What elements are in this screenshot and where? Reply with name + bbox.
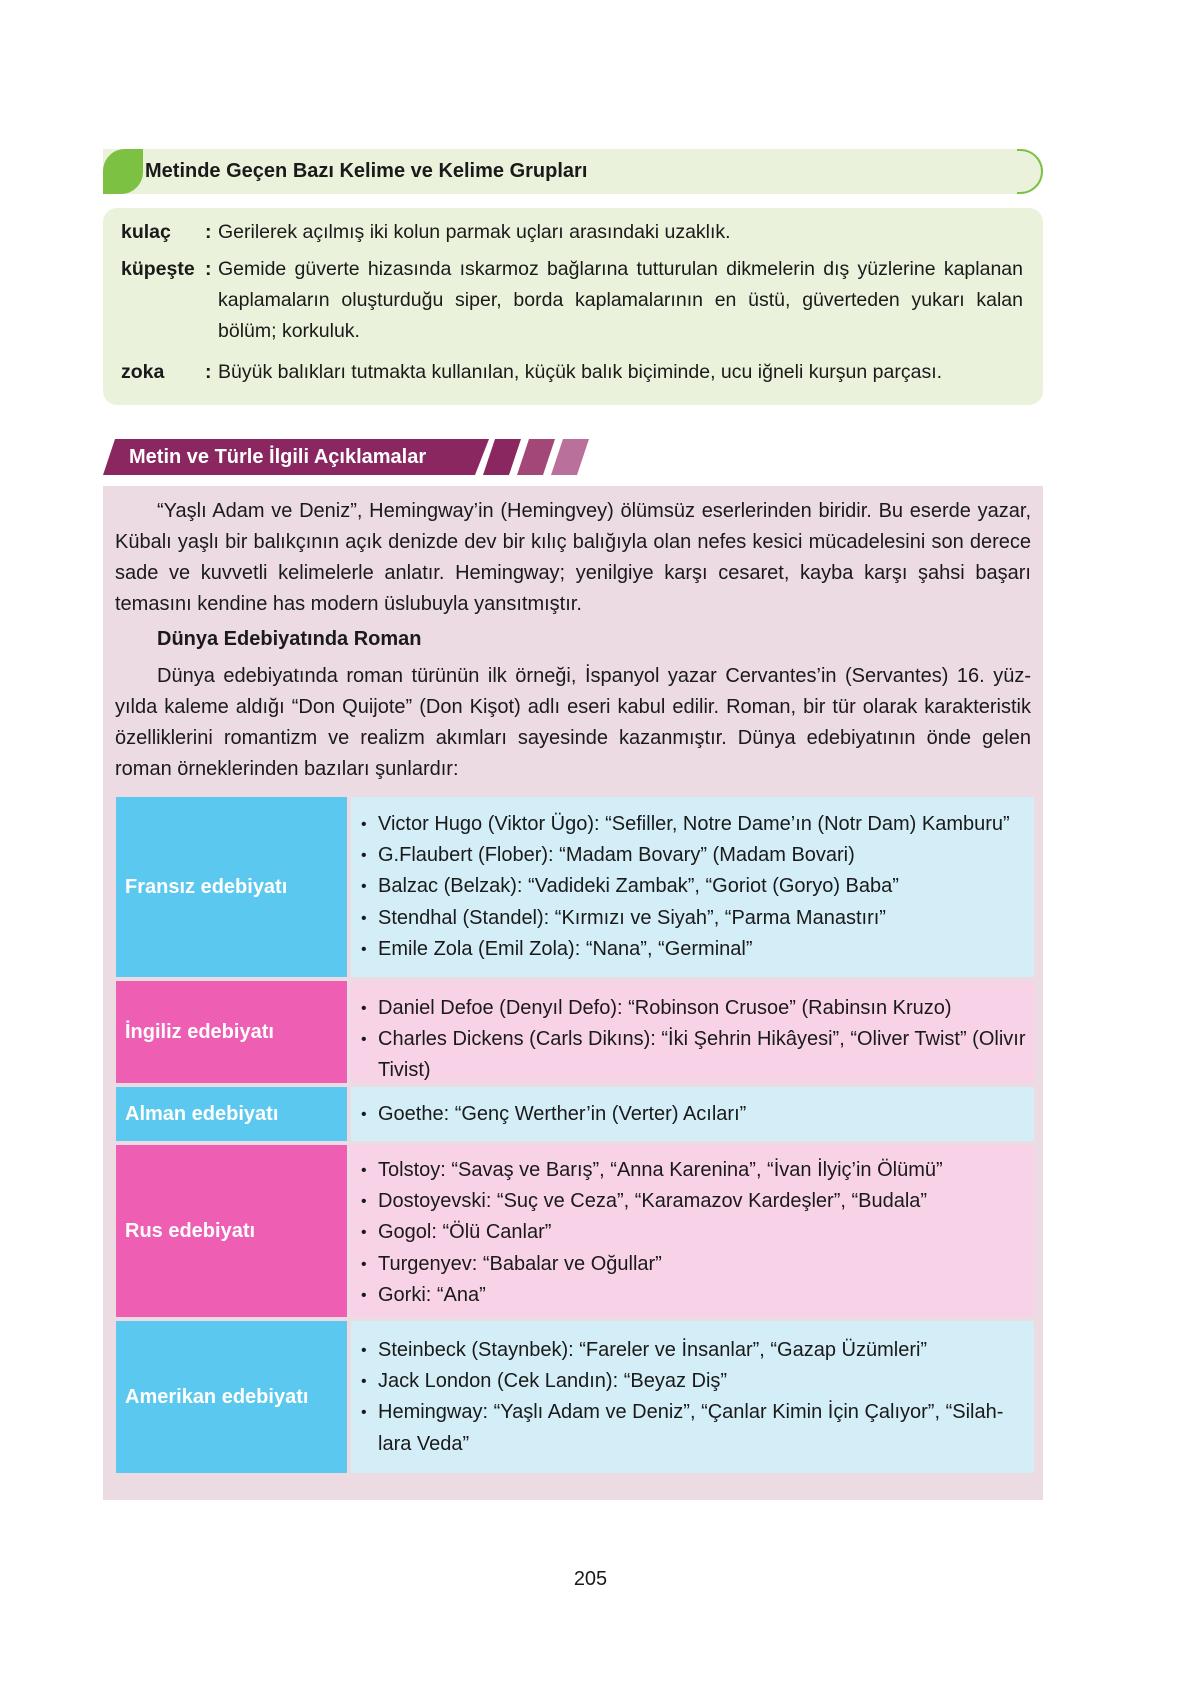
table-row-english <box>116 981 1034 1083</box>
list-item: • Tolstoy: “Savaş ve Barış”, “Anna Karenina”, “İvan İlyiç’in Ölümü” <box>359 1155 1026 1186</box>
row-label: Rus edebiyatı <box>116 1145 347 1317</box>
list-item: • Turgenyev: “Babalar ve Oğullar” <box>359 1249 1026 1280</box>
explanations-header <box>103 439 603 475</box>
list-item: • Stendhal (Standel): “Kırmızı ve Siyah”, “Parma Manastırı” <box>359 903 1026 934</box>
list-item: • Steinbeck (Staynbek): “Fareler ve İnsanlar”, “Gazap Üzümleri” <box>359 1335 1026 1366</box>
explanations-box <box>103 486 1043 1500</box>
list-item: • Emile Zola (Emil Zola): “Nana”, “Germinal” <box>359 934 1026 965</box>
glossary-box <box>103 208 1043 405</box>
row-label: Amerikan edebiyatı <box>116 1321 347 1473</box>
glossary-header <box>103 149 1043 194</box>
list-item: • Dostoyevski: “Suç ve Ceza”, “Karamazov Kardeşler”, “Budala” <box>359 1186 1026 1217</box>
glossary-term: zoka <box>121 361 165 383</box>
list-item: • Gorki: “Ana” <box>359 1280 1026 1311</box>
glossary-colon: : <box>205 361 212 383</box>
table-row-french <box>116 797 1034 977</box>
glossary-definition: Büyük balıkları tutmakta kullanılan, küçük balık biçiminde, ucu iğneli kurşun parçası. <box>218 361 943 383</box>
glossary-entry-zoka <box>121 357 1023 388</box>
glossary-title: Metinde Geçen Bazı Kelime ve Kelime Grupları <box>145 160 588 182</box>
leaf-icon <box>103 149 143 194</box>
list-item: • Goethe: “Genç Werther’in (Verter) Acıları” <box>359 1099 1026 1130</box>
glossary-colon: : <box>205 258 212 280</box>
table-row-american <box>116 1321 1034 1473</box>
glossary-term: kulaç <box>121 221 171 243</box>
list-item: • Gogol: “Ölü Canlar” <box>359 1217 1026 1248</box>
stripe-decoration <box>551 439 589 475</box>
glossary-entry-kulac <box>121 217 1023 248</box>
row-label: Alman edebiyatı <box>116 1087 347 1141</box>
page-number: 205 <box>573 1568 608 1590</box>
stripe-decoration <box>517 439 555 475</box>
row-content <box>351 1145 1034 1317</box>
table-row-russian <box>116 1145 1034 1317</box>
glossary-colon: : <box>205 221 212 243</box>
paragraph-intro <box>115 496 1031 620</box>
list-item: • Charles Dickens (Carls Dikıns): “İki Şehrin Hikâyesi”, “Oliver Twist” (Olivır Tivist) <box>359 1024 1026 1086</box>
subheading: Dünya Edebiyatında Roman <box>157 628 422 650</box>
list-item: • Daniel Defoe (Denyıl Defo): “Robinson Crusoe” (Rabinsın Kruzo) <box>359 993 1026 1024</box>
row-content <box>351 1321 1034 1473</box>
row-label: İngiliz edebiyatı <box>116 981 347 1083</box>
table-row-german <box>116 1087 1034 1141</box>
glossary-term: küpeşte <box>121 258 195 280</box>
header-curve-decoration <box>1017 149 1043 194</box>
row-content <box>351 1087 1034 1141</box>
glossary-definition: Gerilerek açılmış iki kolun parmak uçları arasındaki uzaklık. <box>218 221 731 243</box>
row-content <box>351 797 1034 977</box>
glossary-definition: Gemide güverte hizasında ıskarmoz bağlarına tutturulan dikmelerin dış yüzlerine kaplanan kaplamaların oluşturduğu siper, borda kaplamalarının en üstü, güverteden yukarı kalan bölüm; korkuluk. <box>218 258 1023 342</box>
list-item: • Jack London (Cek Landın): “Beyaz Diş” <box>359 1366 1026 1397</box>
paragraph-intro-text: “Yaşlı Adam ve Deniz”, Hemingway’in (Hemingvey) ölümsüz eserlerinden biridir. Bu eserde yazar, Kübalı yaşlı bir balıkçının açık denizde dev bir kılıç balığıyla olan nefes kesici mücadelesini son derece sade ve kuvvetli kelimelerle anlatır. Hemingway; yenilgiye karşı cesaret, kayba karşı şahsi başarı temasını kendine has modern üslubuyla yansıtmıştır. <box>115 500 1031 615</box>
paragraph-roman-text: Dünya edebiyatında roman türünün ilk örneği, İspanyol yazar Cervantes’in (Servantes) 16. yüzyılda kaleme aldığı “Don Quijote” (Don Kişot) adlı eseri kabul edilir. Roman, bir tür olarak karakteristik özelliklerini romantizm ve realizm akımları sayesinde kazanmıştır. Dünya edebiyatının önde gelen roman örneklerinden bazıları şunlardır: <box>115 665 1031 780</box>
list-item: • Hemingway: “Yaşlı Adam ve Deniz”, “Çanlar Kimin İçin Çalıyor”, “Silahlara Veda” <box>359 1397 1026 1459</box>
stripe-decoration <box>483 439 521 475</box>
list-item: • G.Flaubert (Flober): “Madam Bovary” (Madam Bovari) <box>359 840 1026 871</box>
list-item: • Balzac (Belzak): “Vadideki Zambak”, “Goriot (Goryo) Baba” <box>359 871 1026 902</box>
explanations-title: Metin ve Türle İlgili Açıklamalar <box>129 446 427 468</box>
paragraph-roman <box>115 661 1031 785</box>
row-label: Fransız edebiyatı <box>116 797 347 977</box>
row-content <box>351 981 1034 1083</box>
glossary-entry-kupeste <box>121 254 1023 347</box>
list-item: • Victor Hugo (Viktor Ügo): “Sefiller, Notre Dame’ın (Notr Dam) Kamburu” <box>359 809 1026 840</box>
